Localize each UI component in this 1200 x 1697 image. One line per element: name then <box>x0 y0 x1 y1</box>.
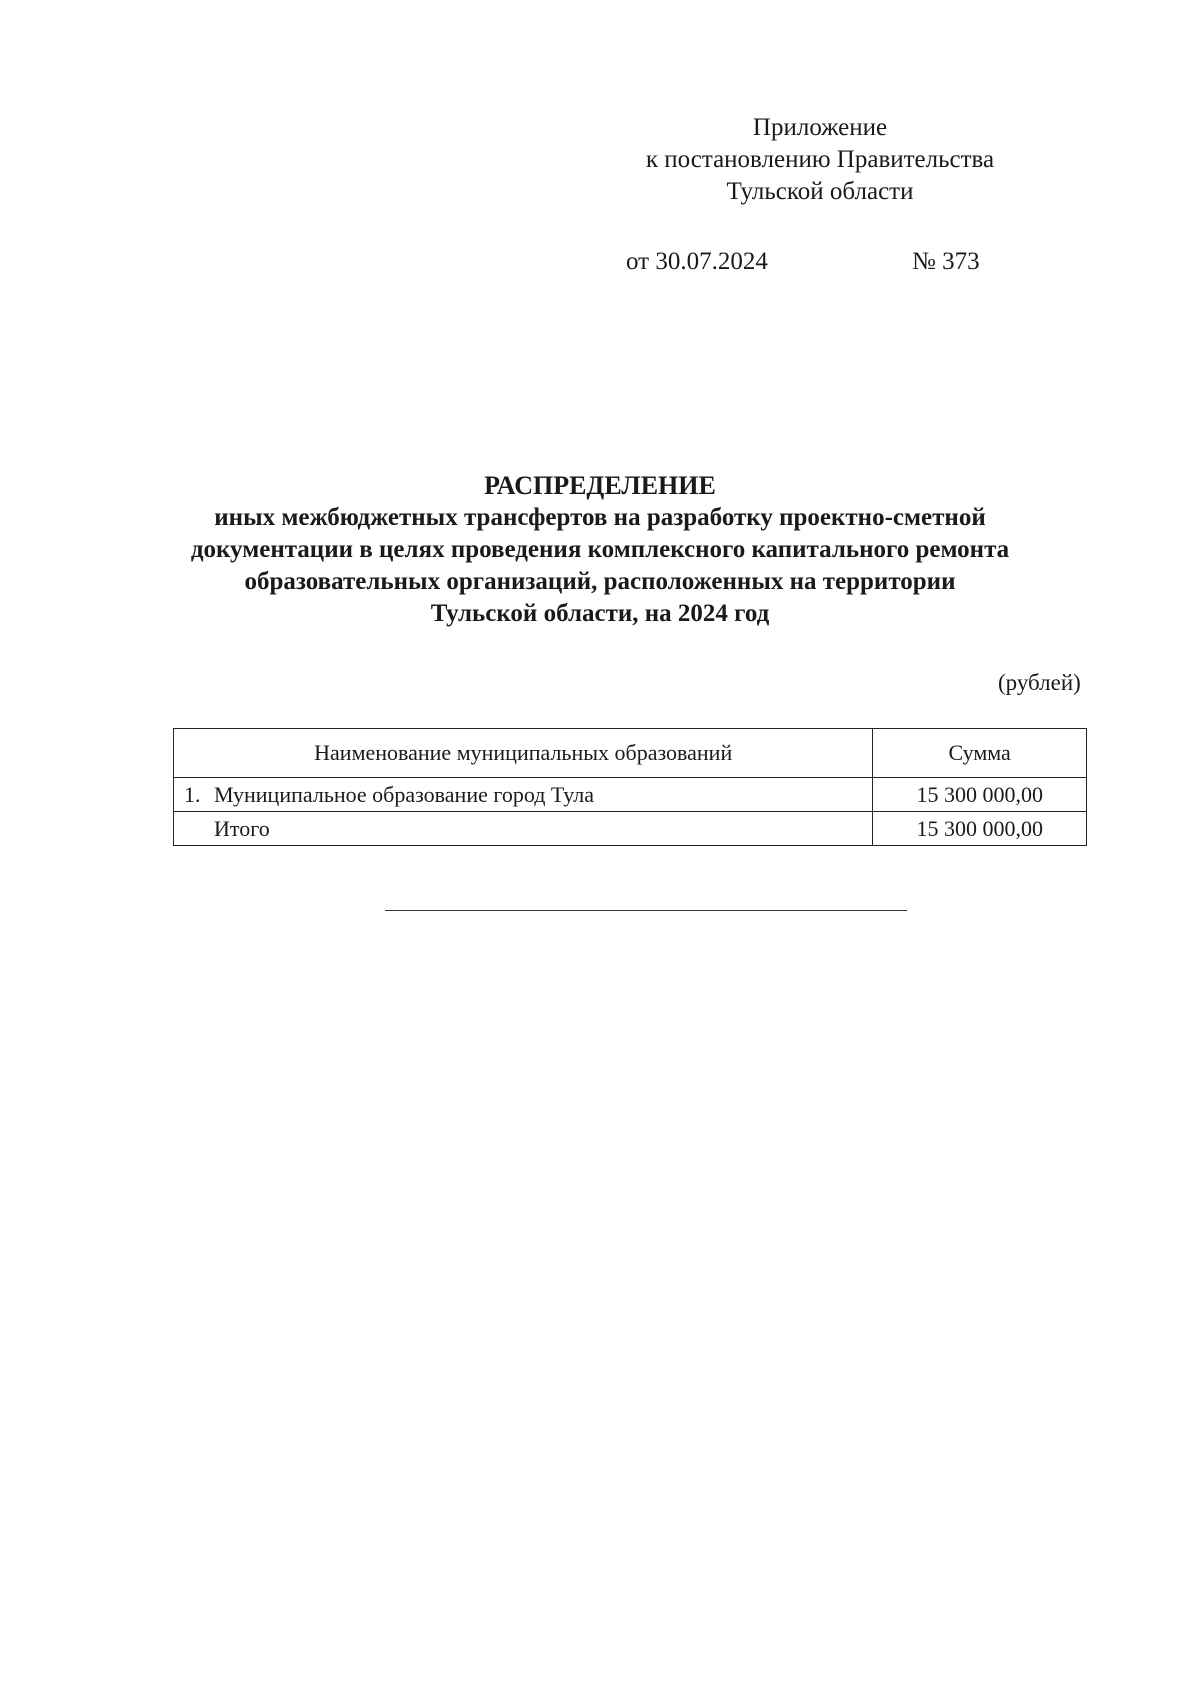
table-header-row <box>174 729 1087 778</box>
closing-divider <box>385 910 907 911</box>
title-line-1: иных межбюджетных трансфертов на разработку проектно-сметной <box>214 504 986 531</box>
distribution-table <box>173 728 1087 846</box>
title-line-4: Тульской области, на 2024 год <box>430 600 770 627</box>
row-number: 1. <box>184 781 201 807</box>
document-title <box>130 470 1070 630</box>
annex-line-2: к постановлению Правительства <box>645 146 995 173</box>
table-row <box>174 778 1087 812</box>
title-line-3: образовательных организаций, расположенных на территории <box>244 568 956 595</box>
header-sum: Сумма <box>873 729 1087 778</box>
annex-line-3: Тульской области <box>726 178 914 205</box>
annex-line-1: Приложение <box>752 114 888 141</box>
title-main: РАСПРЕДЕЛЕНИЕ <box>484 471 716 500</box>
total-sum: 15 300 000,00 <box>873 812 1087 846</box>
decree-number: № 373 <box>912 248 980 275</box>
decree-date: от 30.07.2024 <box>626 248 768 275</box>
table-total-row <box>174 812 1087 846</box>
annex-header <box>620 112 1020 208</box>
total-label-cell <box>174 812 873 846</box>
total-label: Итого <box>214 815 270 841</box>
row-sum: 15 300 000,00 <box>873 778 1087 812</box>
row-name: Муниципальное образование город Тула <box>214 781 595 807</box>
title-line-2: документации в целях проведения комплексного капитального ремонта <box>190 536 1010 563</box>
header-name: Наименование муниципальных образований <box>174 729 873 778</box>
row-name-cell <box>174 778 873 812</box>
unit-label: (рублей) <box>998 670 1081 695</box>
